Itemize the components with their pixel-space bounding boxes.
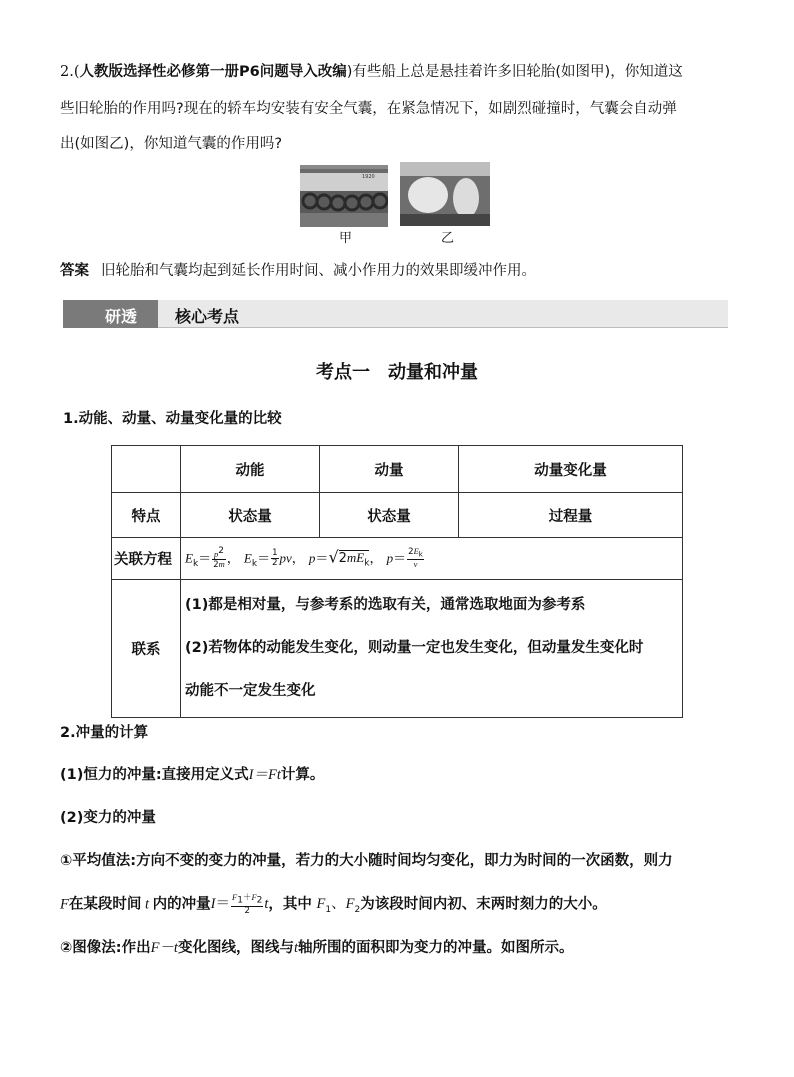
p1-label: (1)恒力的冲量:直接用定义式 [60,767,249,783]
table-label-link: 联系 [112,580,181,718]
table-row-link [112,580,683,718]
fraction: $\frac{2E_k}{v}$ [408,545,423,570]
question-text-1: )有些船上总是悬挂着许多旧轮胎(如图甲)，你知道这 [346,64,683,80]
table-cell: 状态量 [320,493,459,538]
link-item-2-line-1: (2)若物体的动能发生变化，则动量一定也发生变化，但动量发生变化时 [185,640,644,656]
p4-a: ②图像法:作出 [60,940,151,956]
kaodian-title: 考点一 动量和冲量 [316,362,478,383]
paragraph-graph-method: ②图像法:作出F－t变化图线，图线与t轴所围的面积即为变力的冲量。如图所示。 [60,940,574,956]
caption-b: 乙 [441,231,455,246]
answer-label: 答案 [60,263,89,279]
section-bar-bg [63,300,728,328]
table-header-momentum: 动量 [320,446,459,493]
p3-c: ，其中 [268,896,312,913]
paragraph-average-method-2: F在某段时间 t 内的冲量I＝ $\frac{F_1+F_2}{2}$ t，其中 $F_1$、$F_2$为该段时间内初、末两时刻力的大小。 [60,892,607,916]
table-cell: 过程量 [459,493,683,538]
question-number: 2.( [60,64,80,80]
fraction: $\frac{1}{2}$ [272,548,278,568]
p3-d: 为该段时间内初、末两时刻力的大小。 [360,896,607,913]
table-row-relation [112,538,683,580]
ship-tires-image [300,165,388,227]
answer-line [60,261,536,281]
section-header [63,300,728,328]
question-line-1 [60,62,683,82]
link-item-2-line-2: 动能不一定发生变化 [185,683,316,699]
tire-fenders-photo [300,165,388,227]
p4-b: 变化图线，图线与 [177,940,294,956]
airbag-photo [400,162,490,226]
table-header-row [112,446,683,493]
link-item-1: (1)都是相对量，与参考系的选取有关，通常选取地面为参考系 [185,597,586,613]
caption-a: 甲 [339,231,353,246]
subheading-2: 2.冲量的计算 [60,725,149,741]
question-line-2: 些旧轮胎的作用吗?现在的轿车均安装有安全气囊，在紧急情况下，如剧烈碰撞时，气囊会自动弹 [60,101,677,117]
answer-text: 旧轮胎和气囊均起到延长作用时间、减小作用力的效果即缓冲作用。 [101,263,536,279]
relation-formulas: $E_k=$ $\frac{p^2}{2m}$ ， $E_k=$ $\frac{1}{2}$ pv， $p=√2mE_k$， p＝ $\frac{2E_k}{v}$ [181,538,683,580]
fraction: $\frac{p^2}{2m}$ [213,545,225,571]
p4-c: 轴所围的面积即为变力的冲量。如图所示。 [298,940,574,956]
formula-I-Ft: I＝Ft [248,767,281,783]
table-row-feature [112,493,683,538]
paragraph-constant-force [60,765,324,785]
formula-F-t: F－t [150,940,178,956]
paragraph-average-method-1: ①平均值法:方向不变的变力的冲量，若力的大小随时间均匀变化，即力为时间的一次函数，则力 [60,853,673,869]
airbag-image [400,162,490,226]
table-label-feature: 特点 [112,493,181,538]
comparison-table [111,445,683,718]
paragraph-variable-force: (2)变力的冲量 [60,810,156,826]
p3-b: 内的冲量 [152,896,211,913]
section-title: 核心考点 [175,307,240,326]
table-cell: 状态量 [181,493,320,538]
link-content [181,580,683,718]
table-cell-empty [112,446,181,493]
question-source: 人教版选择性必修第一册P6问题导入改编 [79,64,347,80]
question-line-3: 出(如图乙)，你知道气囊的作用吗? [60,136,283,152]
table-header-momentum-change: 动量变化量 [459,446,683,493]
fraction: $\frac{F_1+F_2}{2}$ [231,892,263,916]
table-header-kinetic-energy: 动能 [181,446,320,493]
p1-tail: 计算。 [280,767,325,783]
section-tag: 研透 [105,307,138,326]
table-label-relation: 关联方程 [112,538,181,580]
hull-number: 1920 [362,174,375,180]
subheading-1: 1.动能、动量、动量变化量的比较 [63,411,282,427]
p3-a: 在某段时间 [68,896,142,913]
section-underline [158,327,728,328]
